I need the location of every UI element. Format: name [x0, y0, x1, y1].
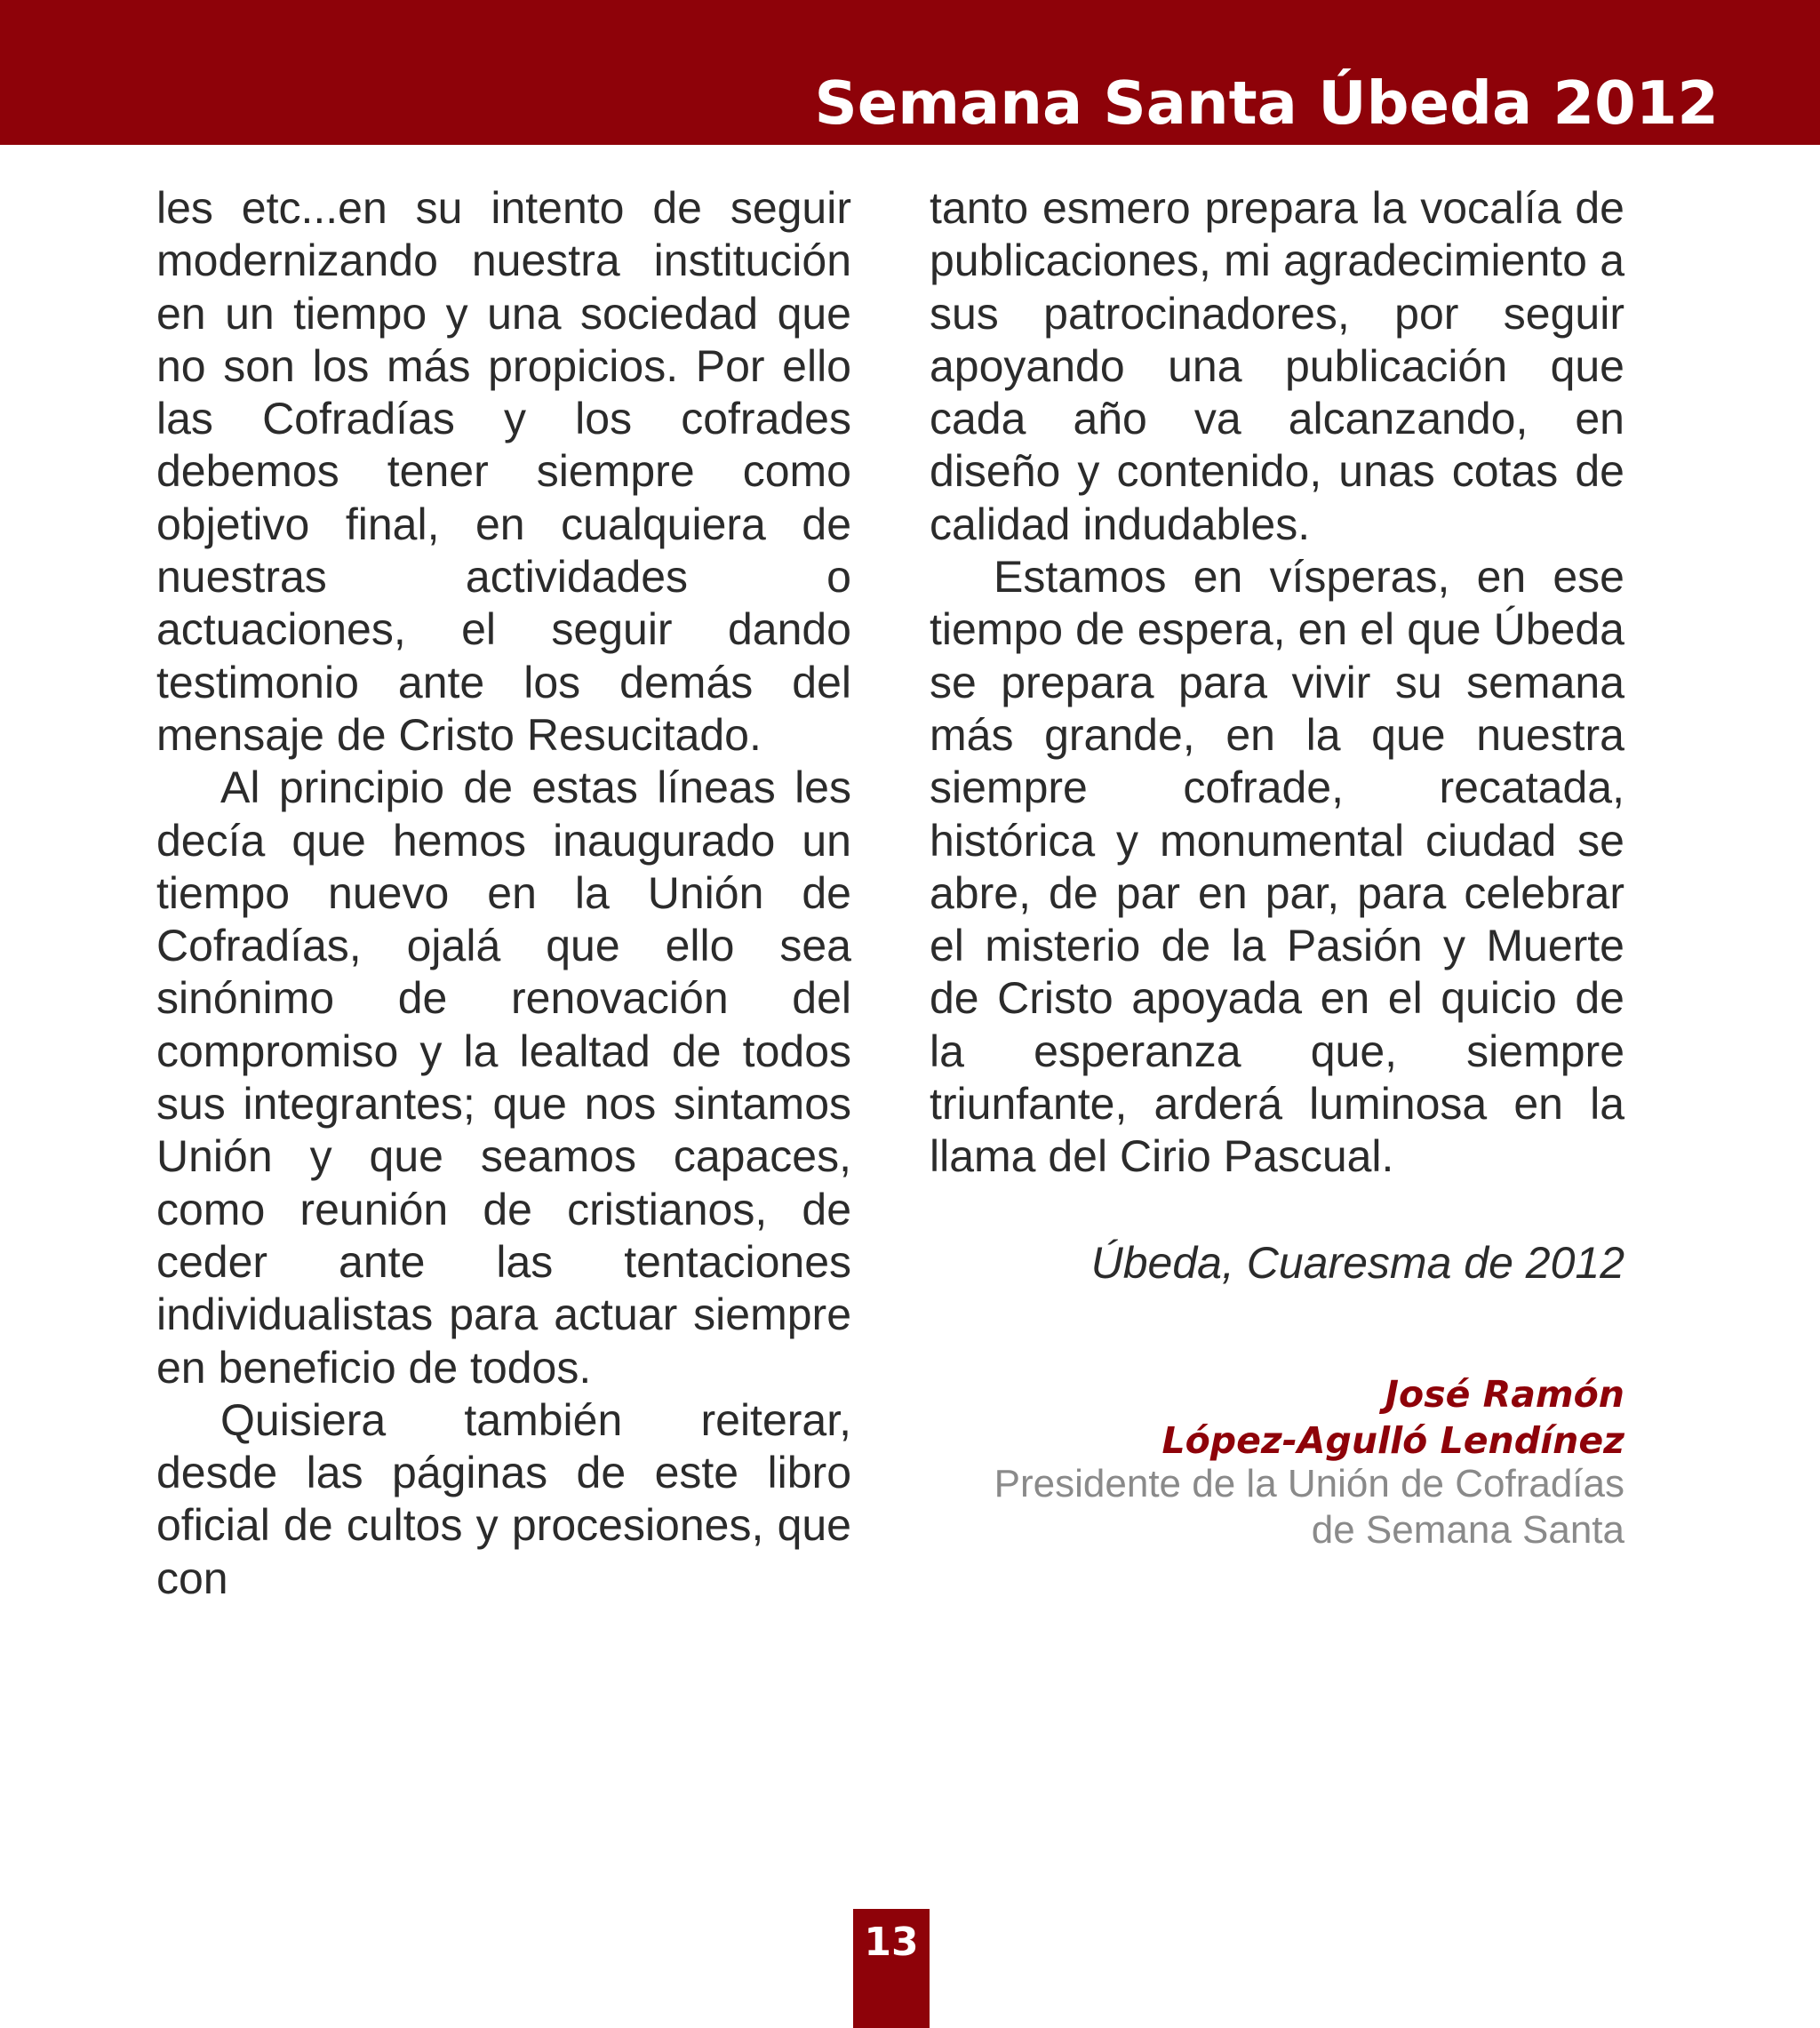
- signature-role: Presidente de la Unión de Cofradías: [994, 1462, 1624, 1505]
- left-column: [156, 182, 851, 1605]
- paragraph: Quisiera también reiterar, desde las páginas de este libro oficial de cultos y procesiones, que con: [156, 1394, 851, 1603]
- signature-name: José Ramón: [1385, 1373, 1624, 1416]
- right-column: [930, 182, 1624, 1184]
- header-title: Semana Santa Úbeda 2012: [814, 68, 1719, 138]
- paragraph: Al principio de estas líneas les decía que hemos inaugurado un tiempo nuevo en la Unión de Cofradías, ojalá que ello sea sinónimo de renovación del compromiso y la lealtad de todos sus integrantes; que nos sintamos Unión y que seamos capaces, como reunión de cristianos, de ceder ante las tentaciones individualistas para actuar siempre en beneficio de todos.: [156, 762, 851, 1393]
- header-bar: [0, 0, 1820, 145]
- signature-role-continued: de Semana Santa: [1311, 1508, 1624, 1552]
- paragraph: les etc...en su intento de seguir modernizando nuestra institución en un tiempo y una sociedad que no son los más propicios. Por ello las Cofradías y los cofrades debemos tener siempre como objetivo final, en cualquiera de nuestras actividades o actuaciones, el seguir dando testimonio ante los demás del mensaje de Cristo Resucitado.: [156, 183, 851, 760]
- page-number-tab: [853, 1909, 930, 2028]
- place-date: Úbeda, Cuaresma de 2012: [1090, 1238, 1624, 1288]
- paragraph: Estamos en vísperas, en ese tiempo de espera, en el que Úbeda se prepara para vivir su semana más grande, en la que nuestra siempre cofrade, recatada, histórica y monumental ciudad se abre, de par en par, para celebrar el misterio de la Pasión y Muerte de Cristo apoyada en el quicio de la esperanza que, siempre triunfante, arderá luminosa en la llama del Cirio Pascual.: [930, 552, 1624, 1182]
- paragraph: tanto esmero prepara la vocalía de publicaciones, mi agradecimiento a sus patrocinadores, por seguir apoyando una publicación que cada año va alcanzando, en diseño y contenido, unas cotas de calidad indudables.: [930, 183, 1624, 549]
- page-number: 13: [864, 1920, 919, 1965]
- signature-surname: López-Agulló Lendínez: [1161, 1419, 1624, 1462]
